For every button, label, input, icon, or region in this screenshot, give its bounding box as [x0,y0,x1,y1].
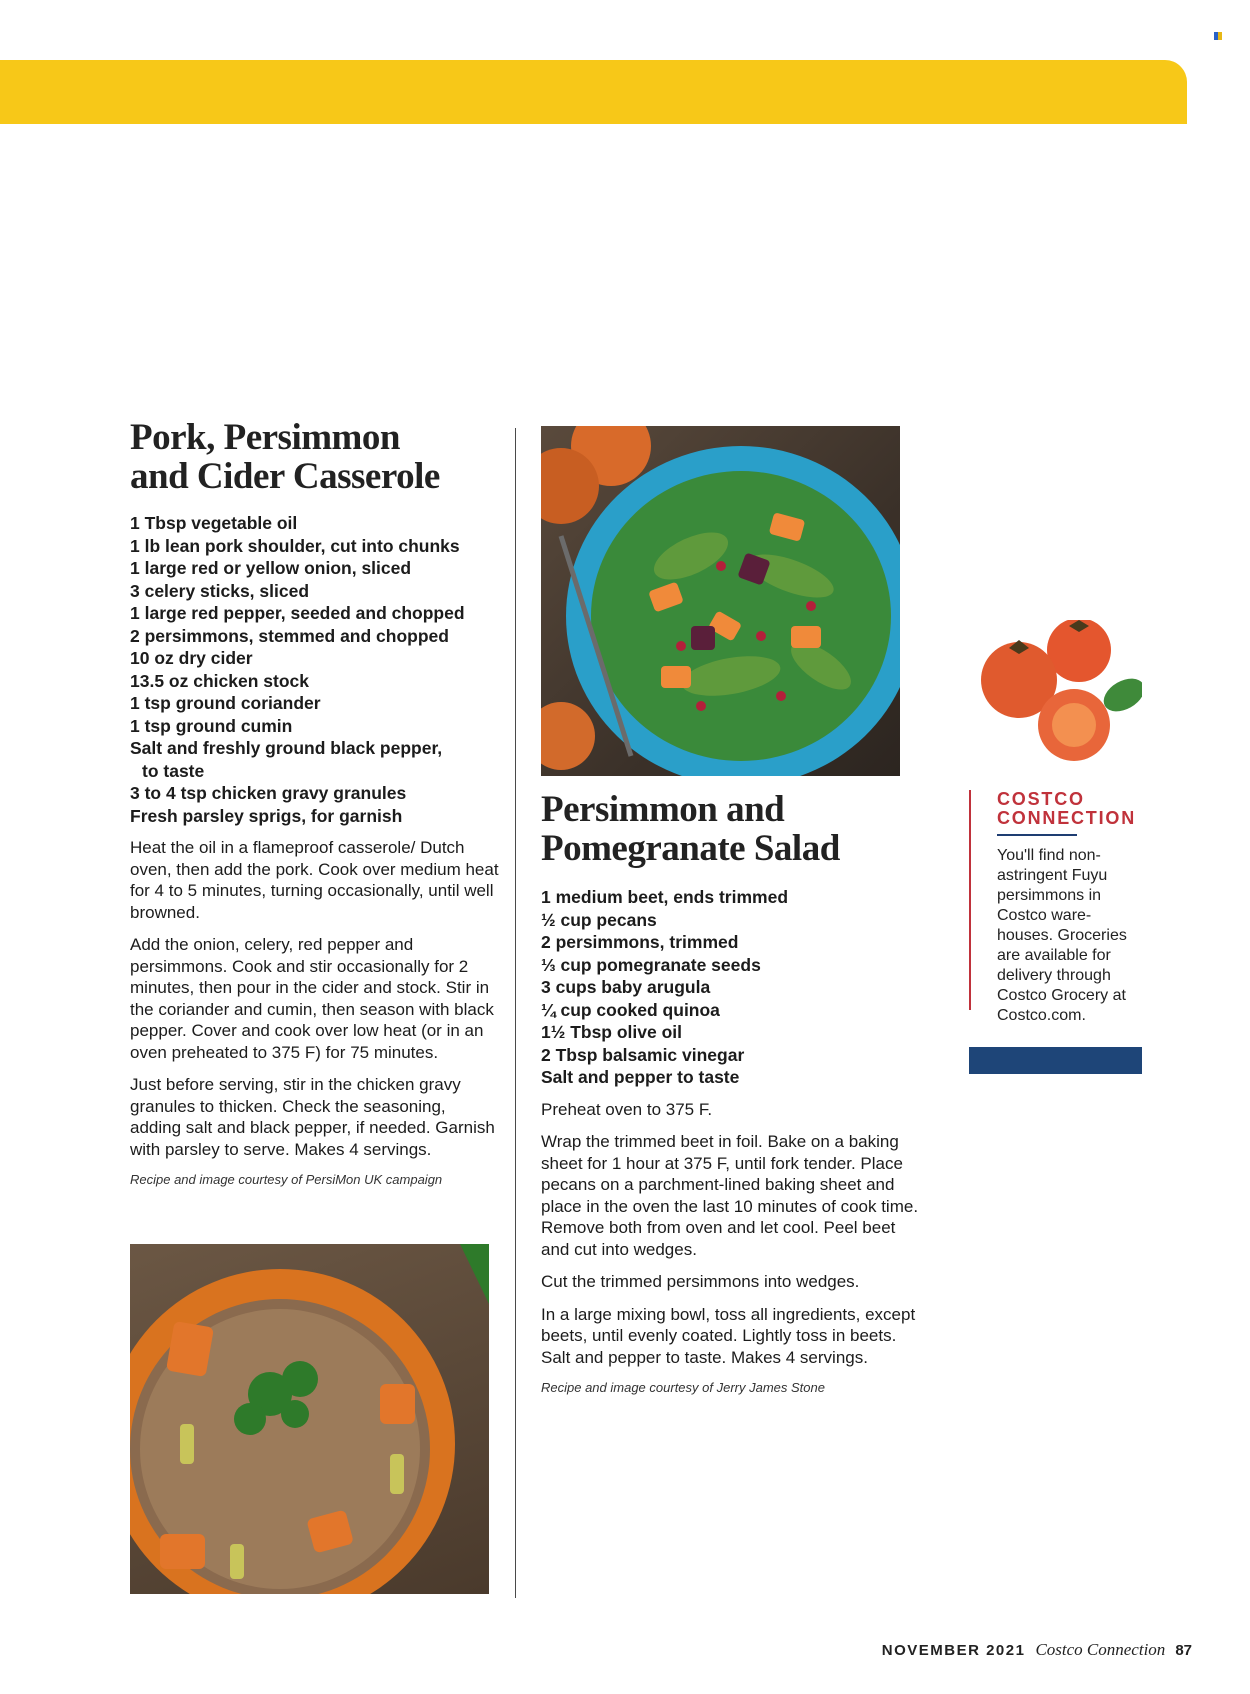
ingredient-item: 1½ Tbsp olive oil [541,1022,683,1042]
ingredient-item: 3 to 4 tsp chicken gravy granules [130,783,407,803]
instruction-step: In a large mixing bowl, toss all ingredients, except beets, until evenly coated. Lightly toss in beets. Salt and pepper to taste. Makes 4 servings. [541,1304,916,1367]
instruction-step: Add the onion, celery, red pepper and persimmons. Cook and stir occasionally for 2 minutes, then pour in the cider and stock. Stir in the coriander and cumin, then season with black pepper. Cover and cook over low heat (or in an oven preheated to 375 F) for 75 minutes. [130,935,494,1062]
ingredient-item: ¼ cup cooked quinoa [541,999,720,1020]
header-color-band [0,60,1187,124]
ingredient-item: Salt and freshly ground black pepper, [130,738,443,758]
sidebar-rule [997,834,1077,836]
recipe-salad [541,790,921,1396]
costco-connection-sidebar [969,620,1142,1026]
casserole-photo [130,1244,489,1594]
title-line: Pork, Persimmon [130,417,400,458]
instruction-step: Wrap the trimmed beet in foil. Bake on a baking sheet for 1 hour at 375 F, until fork tender. Place pecans on a parchment-lined baking sheet and place in the oven the last 10 minutes of cook time. Remove both from oven and let cool. Peel beet and cut into wedges. [541,1132,919,1259]
ingredient-item: 1 medium beet, ends trimmed [541,887,789,907]
ingredient-item: to taste [142,760,205,781]
sidebar-title-line: COSTCO [997,789,1085,809]
salad-photo [541,426,900,776]
recipe-credit: Recipe and image courtesy of Jerry James Stone [541,1380,825,1395]
instruction-step: Just before serving, stir in the chicken gravy granules to thicken. Check the seasoning, adding salt and black pepper, if needed. Garnish with parsley to serve. Makes 4 servings. [130,1075,495,1159]
ingredient-list [541,886,921,1089]
ingredient-item: 1 tsp ground cumin [130,715,293,736]
instruction-step: Preheat oven to 375 F. [541,1099,713,1119]
instruction-step: Heat the oil in a flameproof casserole/ Dutch oven, then add the pork. Cook over medium heat for 4 to 5 minutes, turning occasionally, until well browned. [130,838,499,922]
ingredient-item: 3 cups baby arugula [541,977,711,997]
corner-mark-icon [1214,32,1222,40]
footer-magazine: Costco Connection [1035,1640,1166,1659]
footer-month: NOVEMBER 2021 [881,1642,1026,1659]
ingredient-item: Salt and pepper to taste [541,1067,740,1087]
page-footer [882,1640,1192,1660]
persimmon-fruit-illustration [969,620,1142,780]
recipe-credit: Recipe and image courtesy of PersiMon UK campaign [130,1172,443,1187]
salad-illustration [541,426,900,776]
ingredient-item: 13.5 oz chicken stock [130,670,309,691]
ingredient-item: 1 lb lean pork shoulder, cut into chunks [130,535,460,556]
recipe-casserole-title [130,418,500,496]
instruction-step: Cut the trimmed persimmons into wedges. [541,1272,860,1291]
ingredient-item: 1 tsp ground coriander [130,693,321,713]
casserole-illustration [130,1244,489,1594]
title-line: Persimmon and [541,789,785,830]
title-line: Pomegranate Salad [541,828,840,869]
page-number: 87 [1175,1642,1192,1659]
ingredient-item: 10 oz dry cider [130,648,253,668]
ingredient-item: 1 large red or yellow onion, sliced [130,558,412,578]
sidebar-title-line: CONNECTION [997,808,1136,828]
ingredient-item: 2 persimmons, stemmed and chopped [130,625,449,646]
recipe-salad-title [541,790,921,868]
sidebar-navy-bar [969,1047,1142,1074]
ingredient-item: 2 persimmons, trimmed [541,932,739,952]
ingredient-item: ⅓ cup pomegranate seeds [541,954,761,975]
ingredient-item: 3 celery sticks, sliced [130,580,310,601]
ingredient-item: 1 large red pepper, seeded and chopped [130,603,465,623]
recipe-casserole [130,418,500,1188]
title-line: and Cider Casserole [130,456,440,497]
sidebar-accent-line [969,790,971,1010]
ingredient-item: 1 Tbsp vegetable oil [130,513,298,533]
ingredient-list [130,512,500,827]
ingredient-item: ½ cup pecans [541,909,657,930]
ingredient-item: 2 Tbsp balsamic vinegar [541,1044,745,1065]
sidebar-body: You'll find non-astringent Fuyu persimmons in Costco ware-houses. Groceries are available for delivery through Costco Grocery at Costco.com. [997,847,1127,1024]
sidebar-title [997,790,1142,828]
ingredient-item: Fresh parsley sprigs, for garnish [130,805,403,826]
column-divider [515,428,516,1598]
